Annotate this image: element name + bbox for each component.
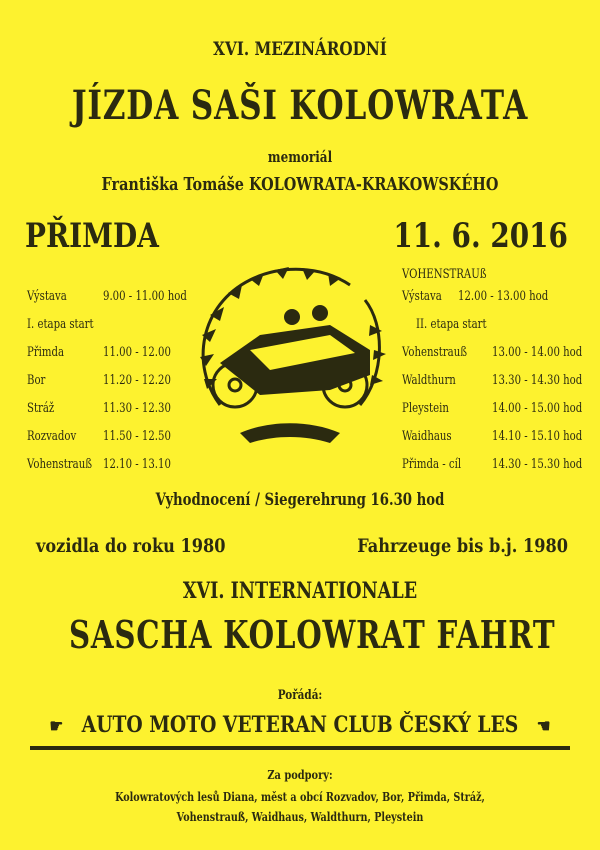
left-schedule-label: Výstava — [27, 289, 67, 304]
main-title: JÍZDA SAŠI KOLOWRATA — [71, 82, 529, 129]
left-schedule-label: I. etapa start — [27, 317, 94, 332]
left-schedule-label: Stráž — [27, 401, 55, 416]
left-schedule-time: 11.00 - 12.00 — [103, 345, 171, 360]
organizer-club — [45, 712, 555, 738]
left-schedule-label: Přimda — [27, 345, 65, 360]
right-schedule-label: Waldthurn — [402, 373, 456, 388]
right-schedule-label: Přimda - cíl — [402, 457, 462, 472]
left-schedule-time: 11.50 - 12.50 — [103, 429, 171, 444]
left-schedule-label: Bor — [27, 373, 46, 388]
memorial-name: Františka Tomáše KOLOWRATA-KRAKOWSKÉHO — [101, 174, 499, 195]
right-schedule-label: II. etapa start — [416, 317, 487, 332]
left-schedule-label: Vohenstrauß — [27, 457, 93, 472]
pointing-hand-right-icon: ☛ — [49, 716, 64, 737]
right-schedule-time: 13.00 - 14.00 hod — [492, 345, 583, 360]
right-schedule-label: Pleystein — [402, 401, 449, 416]
vehicles-de: Fahrzeuge bis b.j. 1980 — [357, 535, 568, 557]
memorial-label: memoriál — [267, 148, 333, 166]
edition-line: XVI. MEZINÁRODNÍ — [213, 38, 387, 60]
right-schedule-label: Výstava — [402, 289, 442, 304]
support-line-2: Vohenstrauß, Waidhaus, Waldthurn, Pleystein — [176, 810, 424, 824]
pointing-hand-left-icon: ☚ — [536, 716, 551, 737]
right-schedule-header: VOHENSTRAUß — [402, 267, 487, 282]
left-schedule-time: 12.10 - 13.10 — [103, 457, 171, 472]
left-schedule-time: 11.20 - 12.20 — [103, 373, 171, 388]
right-schedule-time: 14.30 - 15.30 hod — [492, 457, 583, 472]
right-schedule-time: 12.00 - 13.00 hod — [458, 289, 549, 304]
event-date: 11. 6. 2016 — [393, 216, 568, 256]
place-name: PŘIMDA — [25, 216, 159, 256]
right-schedule-time: 14.00 - 15.00 hod — [492, 401, 583, 416]
support-label: Za podpory: — [267, 768, 333, 782]
club-name: AUTO MOTO VETERAN CLUB ČESKÝ LES — [81, 712, 519, 738]
vehicles-cz: vozidla do roku 1980 — [36, 535, 226, 557]
divider — [30, 746, 570, 750]
right-schedule-time: 13.30 - 14.30 hod — [492, 373, 583, 388]
right-schedule-label: Vohenstrauß — [402, 345, 468, 360]
de-title: SASCHA KOLOWRAT FAHRT — [69, 612, 556, 657]
left-schedule-time: 9.00 - 11.00 hod — [103, 289, 187, 304]
right-schedule-time: 14.10 - 15.10 hod — [492, 429, 583, 444]
left-schedule-time: 11.30 - 12.30 — [103, 401, 171, 416]
organizer-label: Pořádá: — [277, 688, 323, 703]
right-schedule-label: Waidhaus — [402, 429, 452, 444]
support-line-1: Kolowratových lesů Diana, měst a obcí Rozvadov, Bor, Přimda, Stráž, — [115, 790, 485, 804]
de-edition-line: XVI. INTERNATIONALE — [182, 578, 418, 604]
vintage-car-wreath-icon — [180, 255, 400, 455]
left-schedule-label: Rozvadov — [27, 429, 77, 444]
evaluation-line: Vyhodnocení / Siegerehrung 16.30 hod — [155, 490, 445, 510]
